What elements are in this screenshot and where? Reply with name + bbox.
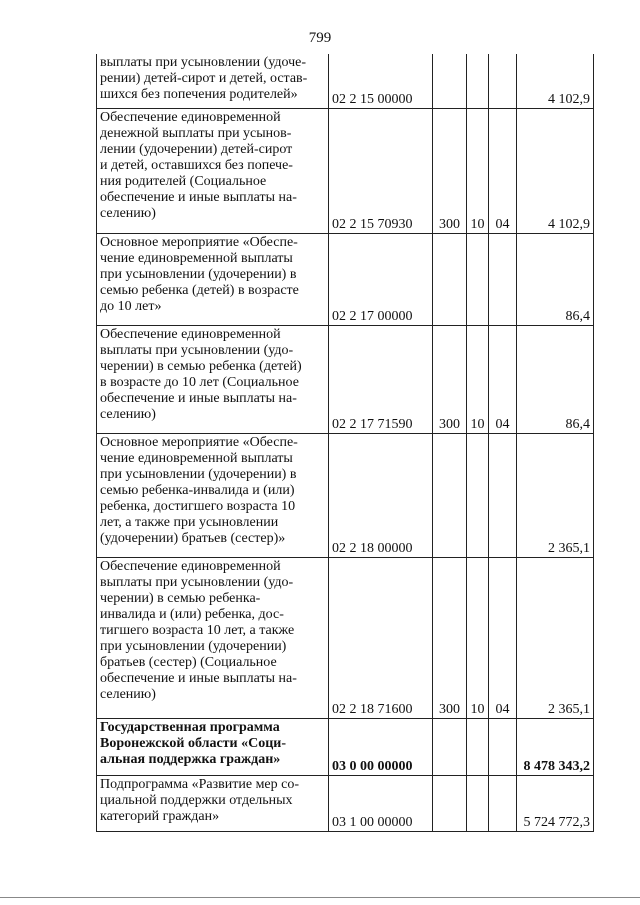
table-row (97, 718, 594, 775)
row-code: 02 2 17 00000 (329, 233, 433, 325)
row-rz (467, 54, 489, 108)
row-sum: 2 365,1 (517, 557, 594, 718)
table-row (97, 557, 594, 718)
table-row (97, 108, 594, 233)
row-code: 03 1 00 00000 (329, 775, 433, 831)
row-rz: 10 (467, 108, 489, 233)
row-vr (433, 433, 467, 557)
table-row (97, 325, 594, 433)
row-rz (467, 233, 489, 325)
row-rz: 10 (467, 557, 489, 718)
row-pr: 04 (489, 108, 517, 233)
row-sum: 8 478 343,2 (517, 718, 594, 775)
table-row (97, 54, 594, 108)
row-pr: 04 (489, 325, 517, 433)
row-pr (489, 233, 517, 325)
budget-table (96, 54, 594, 832)
budget-table-body (97, 54, 594, 831)
row-name: Основное мероприятие «Обеспе- чение единовременной выплаты при усыновлении (удочерении) в семью ребенка-инвалида и (или) ребенка, достигшего возраста 10 лет, а также при усыновлении (удочерении) братьев (сестер)» (97, 433, 329, 557)
row-sum: 4 102,9 (517, 108, 594, 233)
row-vr: 300 (433, 108, 467, 233)
row-sum: 2 365,1 (517, 433, 594, 557)
row-code: 02 2 18 71600 (329, 557, 433, 718)
table-row (97, 775, 594, 831)
row-name: Обеспечение единовременной выплаты при усыновлении (удо- черении) в семью ребенка (детей) в возрасте до 10 лет (Социальное обеспечение и иные выплаты на- селению) (97, 325, 329, 433)
row-rz (467, 718, 489, 775)
row-pr (489, 775, 517, 831)
row-sum: 86,4 (517, 325, 594, 433)
row-code: 02 2 17 71590 (329, 325, 433, 433)
row-sum: 86,4 (517, 233, 594, 325)
row-rz: 10 (467, 325, 489, 433)
row-vr (433, 718, 467, 775)
row-code: 02 2 15 70930 (329, 108, 433, 233)
table-row (97, 433, 594, 557)
row-name: Государственная программа Воронежской области «Соци- альная поддержка граждан» (97, 718, 329, 775)
row-name: Обеспечение единовременной выплаты при усыновлении (удо- черении) в семью ребенка- инвалида и (или) ребенка, дос- тигшего возраста 10 лет, а также при усыновлении (удочерении) братьев (сестер) (Социальное обеспечение и иные выплаты на- селению) (97, 557, 329, 718)
row-vr (433, 54, 467, 108)
row-name: Обеспечение единовременной денежной выплаты при усынов- лении (удочерении) детей-сирот и детей, оставшихся без попече- ния родителей (Социальное обеспечение и иные выплаты на- селению) (97, 108, 329, 233)
row-rz (467, 433, 489, 557)
row-vr (433, 775, 467, 831)
row-code: 03 0 00 00000 (329, 718, 433, 775)
row-vr: 300 (433, 557, 467, 718)
row-code: 02 2 18 00000 (329, 433, 433, 557)
row-name: выплаты при усыновлении (удоче- рении) детей-сирот и детей, остав- шихся без попечения родителей» (97, 54, 329, 108)
page-bottom-edge (0, 897, 640, 898)
row-name: Подпрограмма «Развитие мер со- циальной поддержки отдельных категорий граждан» (97, 775, 329, 831)
row-sum: 4 102,9 (517, 54, 594, 108)
page-number: 799 (308, 30, 332, 46)
row-pr (489, 718, 517, 775)
table-row (97, 233, 594, 325)
row-code: 02 2 15 00000 (329, 54, 433, 108)
row-name: Основное мероприятие «Обеспе- чение единовременной выплаты при усыновлении (удочерении) в семью ребенка (детей) в возрасте до 10 лет» (97, 233, 329, 325)
row-rz (467, 775, 489, 831)
row-pr (489, 433, 517, 557)
row-vr: 300 (433, 325, 467, 433)
row-pr (489, 54, 517, 108)
row-vr (433, 233, 467, 325)
row-pr: 04 (489, 557, 517, 718)
row-sum: 5 724 772,3 (517, 775, 594, 831)
